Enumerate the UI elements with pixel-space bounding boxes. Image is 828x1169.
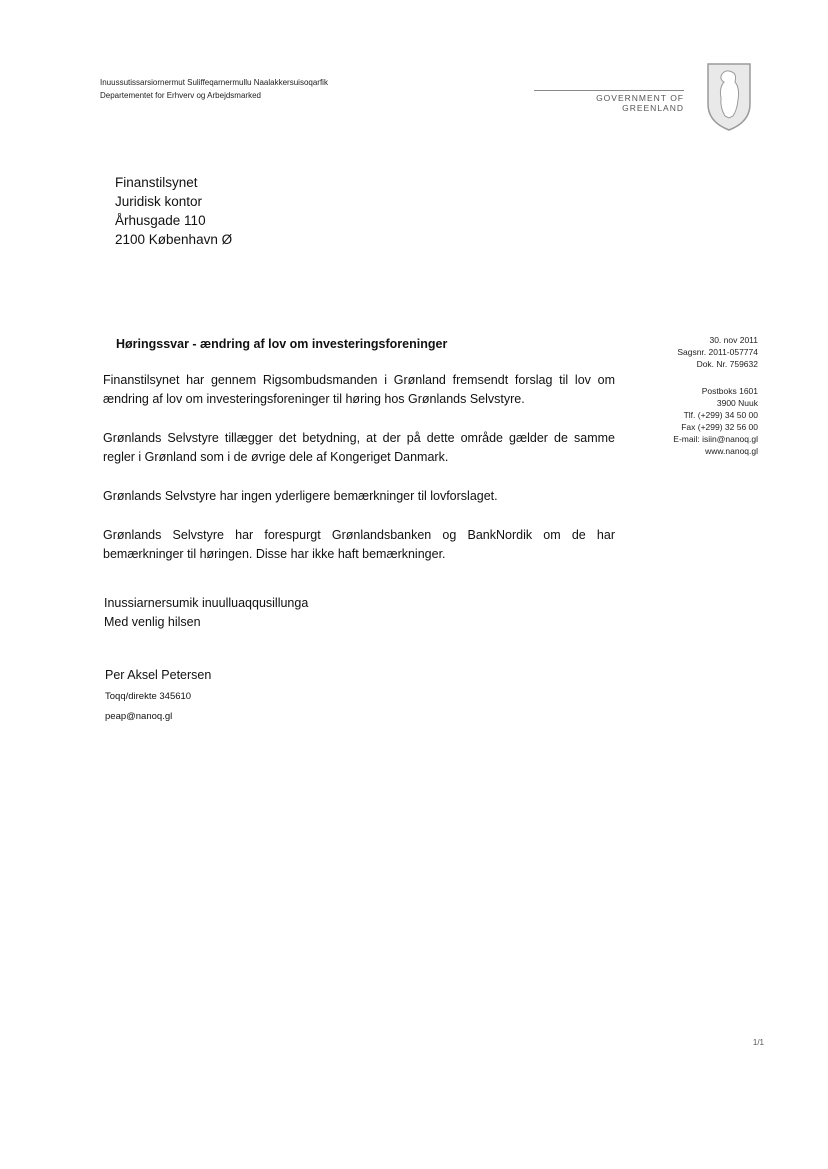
department-name-greenlandic: Inuussutissarsiornermut Suliffeqarnermullu Naalakkersuisoqarfik xyxy=(100,78,328,87)
closing-greenlandic: Inussiarnersumik inuulluaqqusillunga xyxy=(104,596,309,610)
recipient-address xyxy=(115,173,232,249)
signatory-phone: Toqq/direkte 345610 xyxy=(105,691,192,702)
recipient-city: 2100 København Ø xyxy=(115,232,233,247)
signatory-name: Per Aksel Petersen xyxy=(105,668,212,682)
case-number: Sagsnr. 2011-057774 xyxy=(677,347,758,357)
po-box: Postboks 1601 xyxy=(701,386,758,396)
sender-city: 3900 Nuuk xyxy=(716,398,758,408)
sender-fax: Fax (+299) 32 56 00 xyxy=(681,422,758,432)
closing-danish: Med venlig hilsen xyxy=(104,615,201,629)
government-label: GOVERNMENT OF GREENLAND xyxy=(534,90,684,113)
sender-metadata xyxy=(673,334,758,457)
letter-subject: Høringssvar - ændring af lov om investeringsforeninger xyxy=(116,337,448,351)
body-paragraph-2: Grønlands Selvstyre tillægger det betydning, at der på dette område gælder de samme regler i Grønland som i de øvrige dele af Kongeriget Danmark. xyxy=(103,431,615,464)
sender-website: www.nanoq.gl xyxy=(705,446,758,456)
body-paragraph-3: Grønlands Selvstyre har ingen yderligere bemærkninger til lovforslaget. xyxy=(103,489,498,503)
signatory-email: peap@nanoq.gl xyxy=(105,711,173,722)
document-number: Dok. Nr. 759632 xyxy=(696,359,758,369)
department-header xyxy=(100,76,328,102)
recipient-name: Finanstilsynet xyxy=(115,175,198,190)
sender-phone: Tlf. (+299) 34 50 00 xyxy=(683,410,758,420)
body-paragraph-4: Grønlands Selvstyre har forespurgt Grønlandsbanken og BankNordik om de har bemærkninger til høringen. Disse har ikke haft bemærkninger. xyxy=(103,528,615,561)
closing-greeting xyxy=(104,594,308,632)
letter-date: 30. nov 2011 xyxy=(709,335,758,345)
page-number: 1/1 xyxy=(752,1038,764,1047)
department-name-danish: Departementet for Erhverv og Arbejdsmarked xyxy=(100,91,261,100)
body-paragraph-1: Finanstilsynet har gennem Rigsombudsmanden i Grønland fremsendt forslag til lov om ændring af lov om investeringsforeninger til høring hos Grønlands Selvstyre. xyxy=(103,373,615,406)
sender-email: E-mail: isiin@nanoq.gl xyxy=(673,434,758,444)
letter-body xyxy=(103,371,615,584)
recipient-department: Juridisk kontor xyxy=(115,194,203,209)
recipient-street: Århusgade 110 xyxy=(115,213,206,228)
polar-bear-crest-icon xyxy=(704,60,754,132)
